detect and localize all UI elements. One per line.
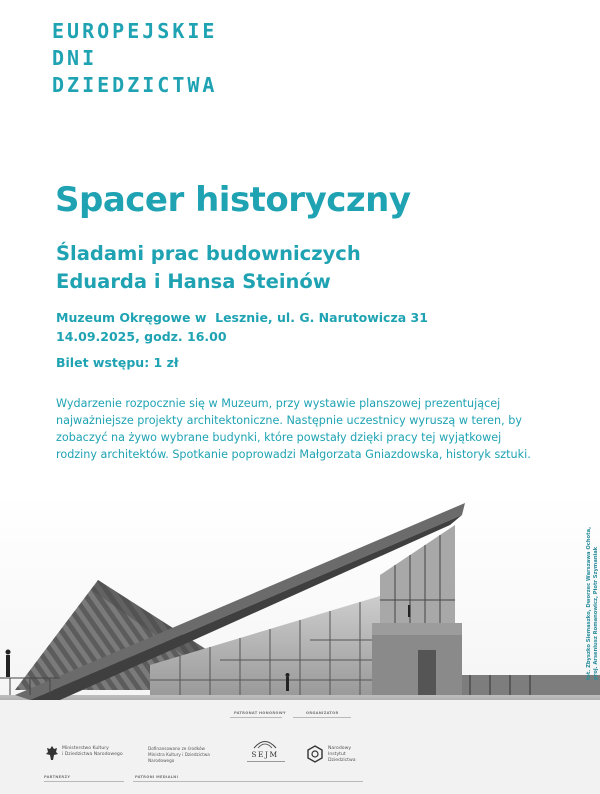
nid-line-3: Dziedzictwa: [328, 758, 356, 763]
photo-credit-line-1: fot. Zbyszko Siemaszko, Dworzec Warszawa Ochota,: [586, 526, 592, 680]
cofinanced-text: [148, 746, 210, 764]
brand-line-1: EUROPEJSKIE: [52, 19, 218, 43]
event-logo: [52, 18, 217, 99]
nid-line-2: Instytut: [328, 752, 346, 757]
photo-credit: [586, 500, 600, 680]
ticket-price: Bilet wstępu: 1 zł: [56, 355, 179, 370]
divider: [44, 781, 124, 782]
sejm-emblem-icon: [252, 737, 278, 749]
cofinanced-line-1: Dofinansowano ze środków: [148, 746, 205, 751]
divider: [247, 761, 285, 762]
page-title: Spacer historyczny: [55, 180, 411, 220]
honorary-patronage-label: PATRONAT HONOROWY: [234, 711, 286, 715]
venue-info: [56, 308, 428, 346]
photo-credit-line-2: proj. Arseniusz Romanowicz, Piotr Szymaniak: [593, 546, 599, 680]
sejm-logo-text: SEJM: [251, 750, 279, 759]
nid-line-1: Narodowy: [328, 746, 352, 751]
divider: [293, 717, 351, 718]
subtitle: [56, 240, 361, 296]
cofinanced-line-2: Ministra Kultury i Dziedzictwa: [148, 752, 210, 757]
media-patrons-label: PATRONI MEDIALNI: [135, 775, 179, 779]
ministry-line-1: Ministerstwo Kultury: [62, 746, 109, 751]
subtitle-line-2: Eduarda i Hansa Steinów: [56, 270, 331, 293]
brand-line-2: DNI: [52, 46, 98, 70]
partners-label: PARTNERZY: [44, 775, 71, 779]
brand-line-3: DZIEDZICTWA: [52, 73, 218, 97]
nid-logo-text: [328, 746, 356, 764]
event-datetime: 14.09.2025, godz. 16.00: [56, 329, 227, 344]
nid-emblem-icon: [306, 745, 324, 763]
subtitle-line-1: Śladami prac budowniczych: [56, 242, 361, 265]
eagle-emblem-icon: [46, 745, 58, 761]
organizer-label: ORGANIZATOR: [306, 711, 339, 715]
ministry-logo-text: [62, 746, 123, 758]
divider: [133, 781, 363, 782]
event-description: Wydarzenie rozpocznie się w Muzeum, przy wystawie planszowej prezentującej najważniejsze projekty architektoniczne. Następnie uczestnicy wyruszą w teren, by zobaczyć na żywo wybrane budynki, które powstały dzięki pracy tej wyjątkowej rodziny architektów. Spotkanie poprowadzi Małgorzata Gniazdowska, historyk sztuki.: [56, 397, 531, 461]
venue-address: Muzeum Okręgowe w Lesznie, ul. G. Narutowicza 31: [56, 310, 428, 325]
ministry-line-2: i Dziedzictwa Narodowego: [62, 752, 123, 757]
building-photo: [0, 495, 600, 715]
divider: [230, 717, 282, 718]
cofinanced-line-3: Narodowego: [148, 758, 175, 763]
